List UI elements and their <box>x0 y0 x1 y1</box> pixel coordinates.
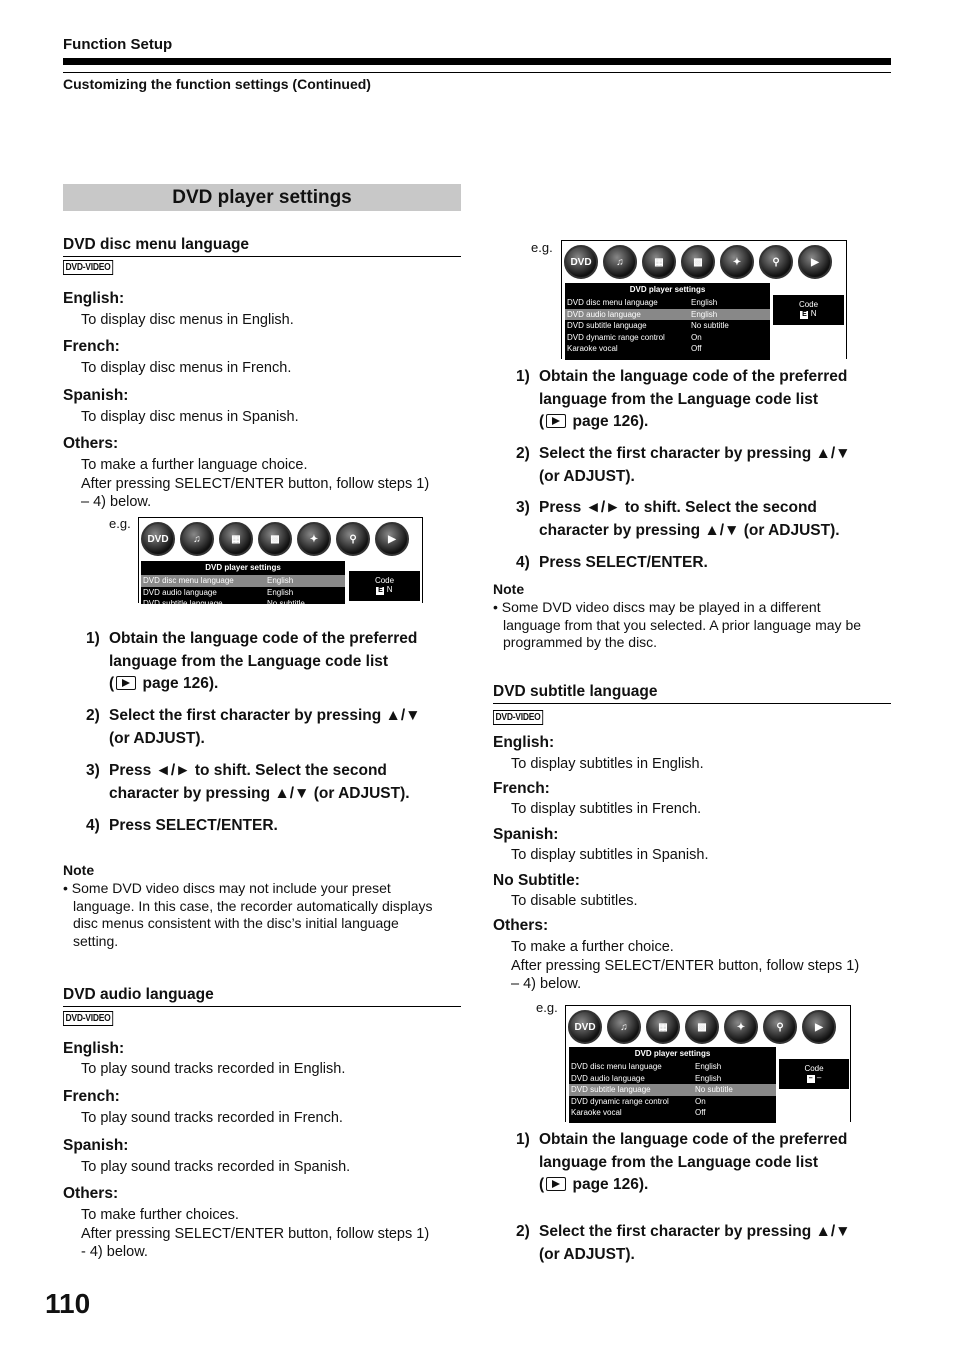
audio-step-2 <box>516 443 891 488</box>
osd-panel <box>565 283 770 360</box>
step-number: 2) <box>86 707 100 724</box>
step-text: page 126). <box>572 413 649 430</box>
step-text: ( <box>539 1176 545 1193</box>
audio-spanish-text: To play sound tracks recorded in Spanish. <box>81 1159 351 1175</box>
menu-step-4 <box>86 815 456 838</box>
audio-french-label: French: <box>63 1088 120 1105</box>
osd-code-char-2: – <box>816 1073 822 1082</box>
osd-code-box <box>349 571 420 601</box>
step-text: character by pressing ▲/▼ (or ADJUST). <box>109 784 410 802</box>
osd-row-subtitle <box>565 320 770 332</box>
menu-spanish-text: To display disc menus in Spanish. <box>81 409 299 425</box>
eg-label: e.g. <box>109 516 131 531</box>
step-text: ( <box>539 413 545 430</box>
page-ref-arrow-icon <box>546 414 566 428</box>
osd-row-menu <box>141 575 345 587</box>
osd-row-val: Off <box>695 1108 706 1117</box>
osd-row-key: DVD audio language <box>143 587 217 597</box>
note-line: language. In this case, the recorder automatically displays <box>73 897 433 914</box>
header-rule-thick <box>63 58 891 65</box>
osd-title: DVD player settings <box>634 1049 711 1058</box>
section-title: DVD player settings <box>63 184 461 211</box>
eg-label: e.g. <box>536 1000 558 1015</box>
osd-row-menu <box>569 1061 776 1073</box>
osd-row-val: English <box>691 298 718 307</box>
osd-row-drc <box>141 610 345 622</box>
dvd-icon: DVD <box>141 522 175 556</box>
step-number: 4) <box>516 554 530 571</box>
step-number: 1) <box>516 1131 530 1148</box>
osd-row-key: DVD subtitle language <box>567 321 647 330</box>
grid-icon: ▩ <box>258 522 292 556</box>
step-text: Obtain the language code of the preferred <box>539 368 848 385</box>
step-text: Press ◄/► to shift. Select the second <box>109 762 387 779</box>
osd-code-char-2: N <box>386 585 393 594</box>
osd-row-val: English <box>691 309 718 319</box>
sub-english-label: English: <box>493 734 555 751</box>
osd-row-key: DVD subtitle language <box>571 1085 651 1094</box>
note-line: disc menus consistent with the disc’s initial language <box>73 915 399 931</box>
sub-nosub-label: No Subtitle: <box>493 872 580 889</box>
sub-spanish-label: Spanish: <box>493 826 559 843</box>
dvd-video-tag: DVD-VIDEO <box>493 710 543 725</box>
recorder-icon: ▶ <box>798 245 832 279</box>
step-number: 1) <box>86 630 100 647</box>
step-number: 3) <box>86 762 100 779</box>
step-text: Obtain the language code of the preferred <box>539 1131 848 1148</box>
menu-others-text-1: To make a further language choice. <box>81 457 308 473</box>
step-text: Select the first character by pressing ▲/▼ <box>539 445 851 462</box>
osd-screenshot-subtitle <box>565 1005 851 1122</box>
osd-row-key: DVD dynamic range control <box>571 1096 669 1106</box>
osd-icon-row <box>564 245 832 279</box>
recorder-icon: ▶ <box>802 1010 836 1044</box>
menu-step-3 <box>86 760 456 805</box>
osd-row-drc <box>565 332 770 344</box>
menu-note-heading: Note <box>63 862 95 878</box>
osd-row-val: English <box>695 1073 722 1083</box>
step-text: Press SELECT/ENTER. <box>109 817 278 834</box>
audio-lang-heading: DVD audio language <box>63 986 461 1007</box>
note-line: setting. <box>73 932 119 949</box>
dvd-icon: DVD <box>564 245 598 279</box>
menu-english-label: English: <box>63 290 125 307</box>
key-icon: ⚲ <box>759 245 793 279</box>
step-text: (or ADJUST). <box>109 729 205 747</box>
audio-step-4 <box>516 552 891 575</box>
step-text: language from the Language code list <box>539 1153 819 1171</box>
audio-others-text-2: After pressing SELECT/ENTER button, follow steps 1) <box>81 1226 430 1242</box>
osd-code-box <box>773 295 844 325</box>
osd-row-audio <box>141 587 345 599</box>
audio-english-label: English: <box>63 1040 125 1057</box>
header-title: Function Setup <box>63 36 173 53</box>
speaker-icon: ♫ <box>607 1010 641 1044</box>
osd-icon-row <box>568 1010 836 1044</box>
audio-others-text-3: - 4) below. <box>81 1244 148 1260</box>
osd-row-key: DVD audio language <box>567 309 641 319</box>
satellite-icon: ✦ <box>297 522 331 556</box>
menu-lang-heading: DVD disc menu language <box>63 236 461 257</box>
osd-row-subtitle <box>141 598 345 610</box>
osd-code-char-1: E <box>378 587 383 594</box>
step-text: character by pressing ▲/▼ (or ADJUST). <box>539 521 840 539</box>
satellite-icon: ✦ <box>720 245 754 279</box>
osd-row-audio <box>565 309 770 321</box>
osd-code-char-1: E <box>802 311 807 318</box>
osd-row-val: No subtitle <box>267 599 305 608</box>
step-text: Select the first character by pressing ▲/▼ <box>539 1223 851 1240</box>
step-number: 3) <box>516 499 530 516</box>
key-icon: ⚲ <box>336 522 370 556</box>
sub-french-label: French: <box>493 780 550 797</box>
menu-note-text <box>63 880 463 950</box>
osd-row-val: English <box>267 576 294 585</box>
osd-code-label: Code <box>798 300 819 309</box>
audio-step-1 <box>516 366 891 434</box>
osd-row-menu <box>565 297 770 309</box>
audio-english-text: To play sound tracks recorded in English. <box>81 1061 346 1077</box>
osd-row-drc <box>569 1096 776 1108</box>
note-line: language from that you selected. A prior language may be <box>503 616 862 633</box>
menu-french-label: French: <box>63 338 120 355</box>
osd-row-key: DVD disc menu language <box>567 298 658 307</box>
step-text: page 126). <box>142 675 219 692</box>
speaker-icon: ♫ <box>603 245 637 279</box>
osd-row-key: DVD dynamic range control <box>143 610 241 620</box>
step-text: (or ADJUST). <box>539 1245 635 1263</box>
menu-english-text: To display disc menus in English. <box>81 312 294 328</box>
step-text: Press ◄/► to shift. Select the second <box>539 499 817 516</box>
menu-others-label: Others: <box>63 435 119 452</box>
subtitle-lang-heading: DVD subtitle language <box>493 683 891 704</box>
dvd-video-tag: DVD-VIDEO <box>63 260 113 275</box>
sub-others-label: Others: <box>493 917 549 934</box>
osd-row-val: On <box>691 332 702 342</box>
osd-code-char-1: – <box>807 1075 815 1083</box>
sub-others-text-1: To make a further choice. <box>511 939 674 955</box>
audio-others-label: Others: <box>63 1185 119 1202</box>
sub-english-text: To display subtitles in English. <box>511 756 704 772</box>
osd-row-key: DVD disc menu language <box>571 1062 662 1071</box>
osd-row-key: Karaoke vocal <box>567 344 618 353</box>
osd-code-label: Code <box>374 576 395 585</box>
osd-row-key: DVD subtitle language <box>143 599 223 608</box>
note-line: programmed by the disc. <box>503 634 658 650</box>
audio-note-text <box>493 599 891 652</box>
osd-row-val: English <box>695 1062 722 1071</box>
osd-row-key: DVD audio language <box>571 1073 645 1083</box>
note-line: • Some DVD video discs may be played in a different <box>493 599 821 615</box>
menu-french-text: To display disc menus in French. <box>81 360 292 376</box>
menu-step-1 <box>86 628 456 696</box>
osd-row-val: No subtitle <box>691 321 729 330</box>
audio-spanish-label: Spanish: <box>63 1137 129 1154</box>
sub-others-text-2: After pressing SELECT/ENTER button, follow steps 1) <box>511 958 860 974</box>
sub-spanish-text: To display subtitles in Spanish. <box>511 847 709 863</box>
step-number: 2) <box>516 445 530 462</box>
page-number: 110 <box>45 1288 91 1319</box>
osd-row-key: DVD disc menu language <box>143 576 234 585</box>
step-number: 1) <box>516 368 530 385</box>
osd-row-key: Karaoke vocal <box>571 1108 622 1117</box>
osd-row-audio <box>569 1073 776 1085</box>
osd-row-karaoke <box>565 343 770 355</box>
window-icon: ▦ <box>219 522 253 556</box>
step-text: Select the first character by pressing ▲/▼ <box>109 707 421 724</box>
audio-others-text-1: To make further choices. <box>81 1207 239 1223</box>
osd-row-val: English <box>267 587 294 597</box>
sub-nosub-text: To disable subtitles. <box>511 893 638 909</box>
grid-icon: ▩ <box>685 1010 719 1044</box>
grid-icon: ▩ <box>681 245 715 279</box>
osd-row-val: Off <box>691 344 702 353</box>
osd-title: DVD player settings <box>629 285 706 294</box>
osd-code-box <box>779 1059 849 1089</box>
menu-spanish-label: Spanish: <box>63 387 129 404</box>
step-text: page 126). <box>572 1176 649 1193</box>
osd-row-val: On <box>695 1096 706 1106</box>
audio-step-3 <box>516 497 891 542</box>
osd-panel <box>141 561 345 620</box>
sub-others-text-3: – 4) below. <box>511 976 582 992</box>
osd-row-key: DVD dynamic range control <box>567 332 665 342</box>
sub-step-2 <box>516 1221 891 1266</box>
step-number: 2) <box>516 1223 530 1240</box>
step-number: 4) <box>86 817 100 834</box>
eg-label: e.g. <box>531 240 553 255</box>
page-ref-arrow-icon <box>116 676 136 690</box>
key-icon: ⚲ <box>763 1010 797 1044</box>
window-icon: ▦ <box>642 245 676 279</box>
menu-step-2 <box>86 705 456 750</box>
menu-others-text-3: – 4) below. <box>81 494 152 510</box>
osd-row-karaoke <box>569 1107 776 1119</box>
dvd-icon: DVD <box>568 1010 602 1044</box>
osd-row-val: No subtitle <box>695 1085 733 1094</box>
dvd-video-tag: DVD-VIDEO <box>63 1011 113 1026</box>
osd-row-subtitle <box>569 1084 776 1096</box>
osd-screenshot-audio <box>561 240 847 359</box>
sub-step-1 <box>516 1129 891 1197</box>
osd-panel <box>569 1047 776 1123</box>
header-rule-thin <box>63 72 891 73</box>
menu-others-text-2: After pressing SELECT/ENTER button, follow steps 1) <box>81 476 430 492</box>
window-icon: ▦ <box>646 1010 680 1044</box>
recorder-icon: ▶ <box>375 522 409 556</box>
page-ref-arrow-icon <box>546 1177 566 1191</box>
step-text: language from the Language code list <box>539 390 819 408</box>
step-text: Obtain the language code of the preferred <box>109 630 418 647</box>
audio-french-text: To play sound tracks recorded in French. <box>81 1110 343 1126</box>
step-text: language from the Language code list <box>109 652 389 670</box>
osd-code-char-2: N <box>810 309 817 318</box>
note-line: • Some DVD video discs may not include your preset <box>63 880 391 896</box>
header-subtitle: Customizing the function settings (Continued) <box>63 76 371 92</box>
satellite-icon: ✦ <box>724 1010 758 1044</box>
osd-screenshot-menu <box>138 517 423 620</box>
speaker-icon: ♫ <box>180 522 214 556</box>
osd-code-label: Code <box>804 1064 824 1073</box>
step-text: Press SELECT/ENTER. <box>539 554 708 571</box>
audio-note-heading: Note <box>493 581 525 597</box>
osd-title: DVD player settings <box>205 563 281 572</box>
step-text: ( <box>109 675 115 692</box>
osd-row-val: On <box>267 610 278 620</box>
sub-french-text: To display subtitles in French. <box>511 801 702 817</box>
step-text: (or ADJUST). <box>539 467 635 485</box>
osd-icon-row <box>141 522 409 556</box>
